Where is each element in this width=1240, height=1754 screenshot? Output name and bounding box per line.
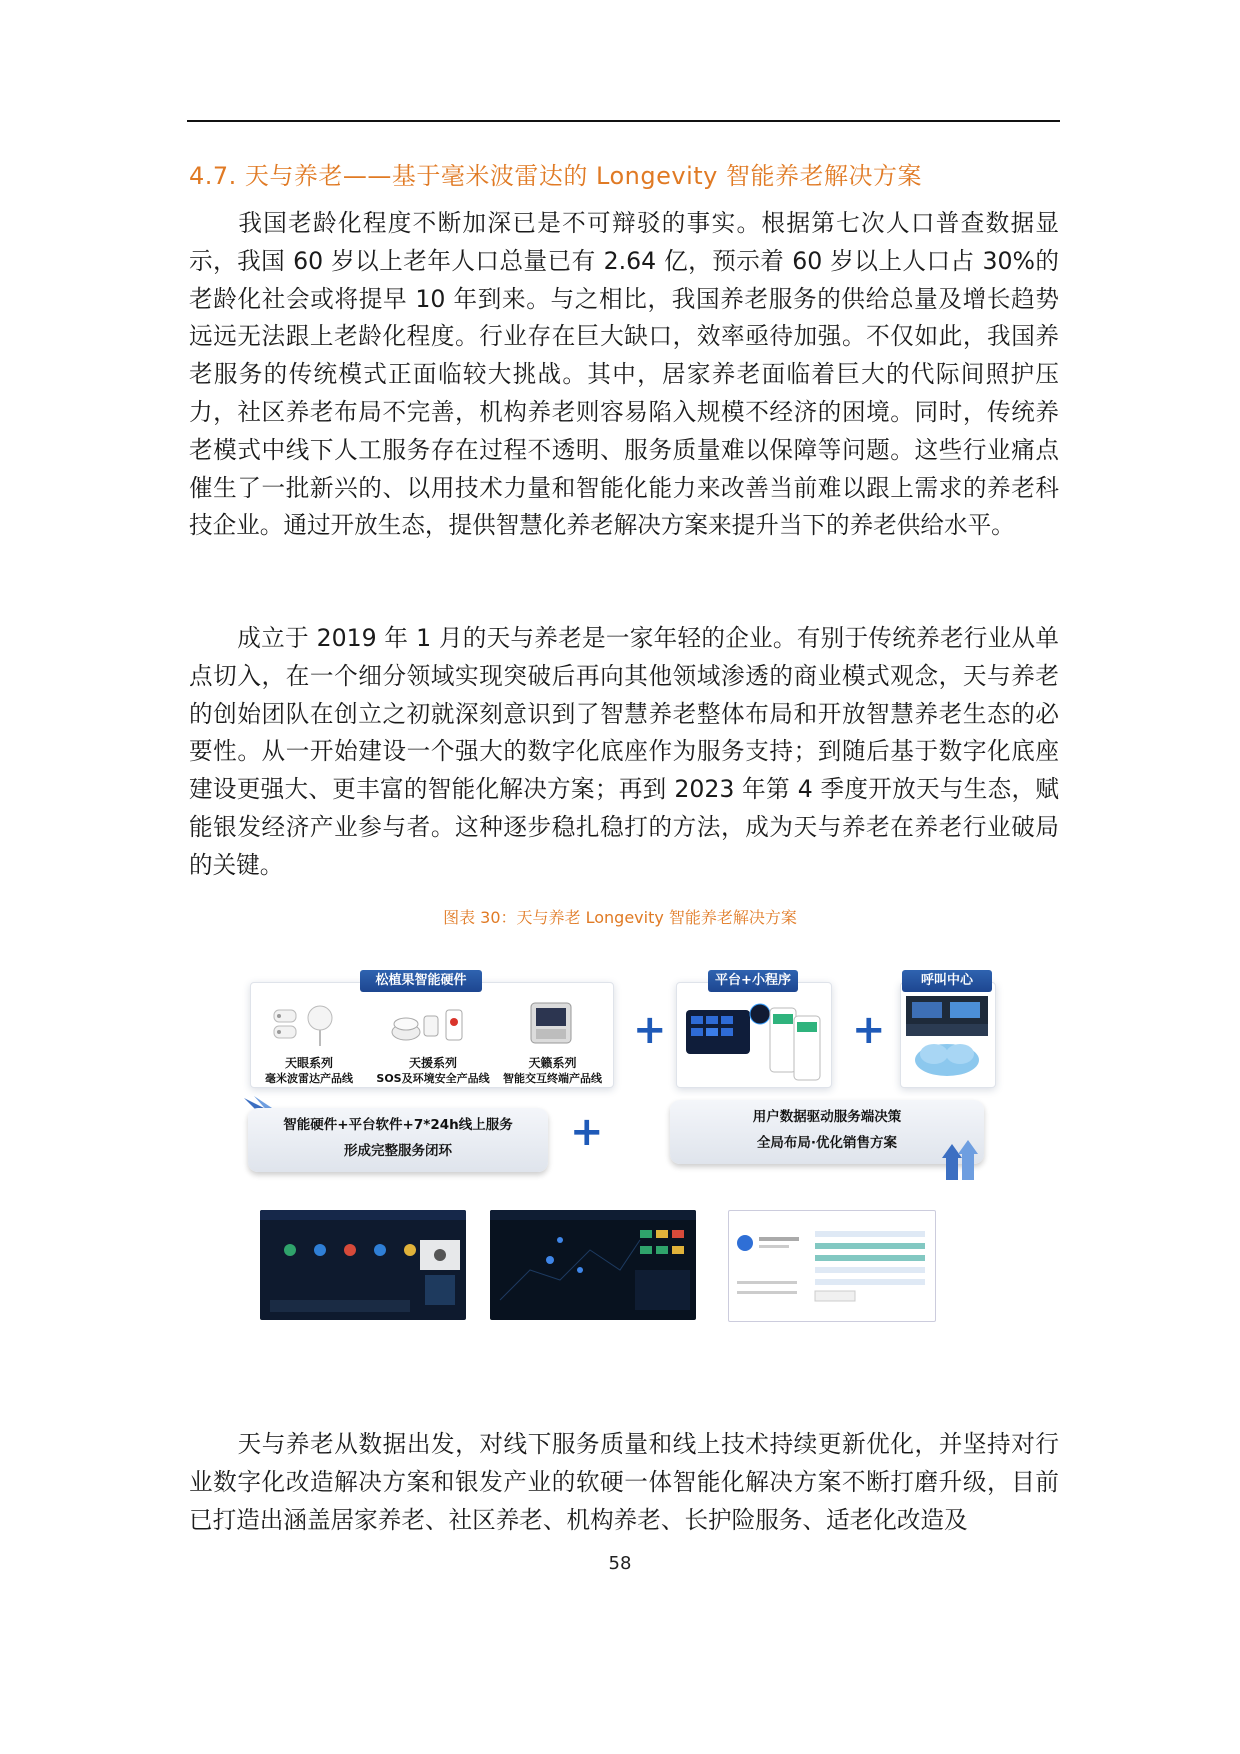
page-number: 58 [608, 1553, 632, 1574]
right-banner: 用户数据驱动服务端决策 全局布局·优化销售方案 [670, 1100, 984, 1164]
dashboard-screenshot-1 [260, 1210, 466, 1320]
product-2-name: 天援系列 SOS及环境安全产品线 [376, 1056, 490, 1085]
terminal-device-image [528, 1000, 574, 1046]
product-3-name: 天籁系列 智能交互终端产品线 [503, 1056, 602, 1085]
callcenter-tag: 呼叫中心 [902, 970, 992, 992]
map-screenshot [490, 1210, 696, 1320]
header-rule [187, 120, 1060, 122]
solution-figure [240, 944, 1000, 1334]
left-banner: 智能硬件+平台软件+7*24h线上服务 形成完整服务闭环 [248, 1108, 548, 1172]
section-heading: 4.7. 天与养老——基于毫米波雷达的 Longevity 智能养老解决方案 [189, 162, 923, 190]
plus-sign-1: + [633, 1007, 667, 1053]
platform-screens-image [686, 1002, 822, 1082]
plus-sign-3: + [570, 1109, 604, 1155]
paragraph-1: 我国老龄化程度不断加深已是不可辩驳的事实。根据第七次人口普查数据显示，我国 60 岁以上老年人口总量已有 2.64 亿，预示着 60 岁以上人口占 30%的老龄化社会或将提早 10 年到来。与之相比，我国养老服务的供给总量及增长趋势远远无法跟上老龄化程度。行业存在巨大缺口，效率亟待加强。不仅如此，我国养老服务的传统模式正面临较大挑战。其中，居家养老面临着巨大的代际间照护压力，社区养老布局不完善，机构养老则容易陷入规模不经济的困境。同时，传统养老模式中线下人工服务存在过程不透明、服务质量难以保障等问题。这些行业痛点催生了一批新兴的、以用技术力量和智能化能力来改善当前难以跟上需求的养老科技企业。通过开放生态，提供智慧化养老解决方案来提升当下的养老供给水平。 [189, 209, 1059, 540]
callcenter-image [906, 996, 988, 1082]
paragraph-2: 成立于 2019 年 1 月的天与养老是一家年轻的企业。有别于传统养老行业从单点切入，在一个细分领域实现突破后再向其他领域渗透的商业模式观念，天与养老的创始团队在创立之初就深刻意识到了智慧养老整体布局和开放智慧养老生态的必要性。从一开始建设一个强大的数字化底座作为服务支持；到随后基于数字化底座建设更强大、更丰富的智能化解决方案；再到 2023 年第 4 季度开放天与生态，赋能银发经济产业参与者。这种逐步稳扎稳打的方法，成为天与养老在养老行业破局的关键。 [189, 624, 1059, 879]
radar-device-image [270, 1002, 340, 1048]
plus-sign-2: + [852, 1007, 886, 1053]
figure-caption: 图表 30：天与养老 Longevity 智能养老解决方案 [443, 908, 797, 927]
admin-screenshot [728, 1210, 936, 1322]
platform-tag: 平台+小程序 [708, 970, 798, 992]
sos-device-image [390, 1000, 470, 1050]
up-arrows-icon [940, 1138, 984, 1182]
product-1-name: 天眼系列 毫米波雷达产品线 [265, 1056, 353, 1085]
hardware-tag: 松植果智能硬件 [360, 970, 482, 992]
paragraph-3: 天与养老从数据出发，对线下服务质量和线上技术持续更新优化，并坚持对行业数字化改造解决方案和银发产业的软硬一体智能化解决方案不断打磨升级，目前已打造出涵盖居家养老、社区养老、机构养老、长护险服务、适老化改造及 [189, 1430, 1059, 1534]
